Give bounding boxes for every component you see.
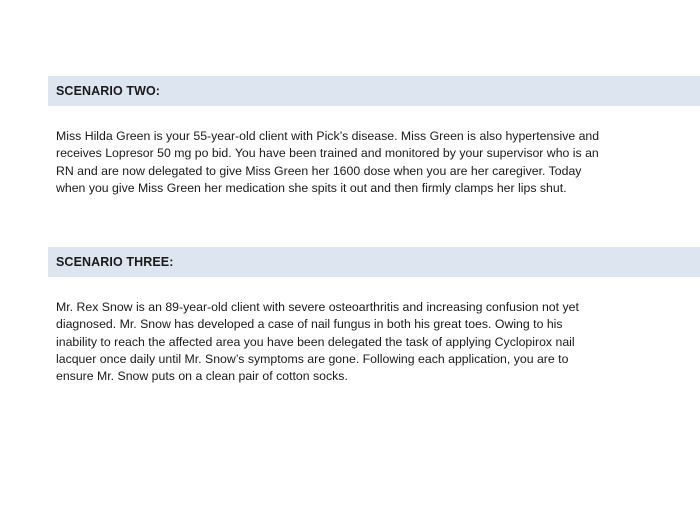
paragraph-line: Mr. Rex Snow is an 89-year-old client with severe osteoarthritis and increasing confusion not yet (56, 300, 579, 314)
scenario-two-heading (48, 76, 700, 106)
scenario-three-paragraph (56, 299, 692, 385)
paragraph-line: ensure Mr. Snow puts on a clean pair of cotton socks. (56, 369, 348, 384)
paragraph-line: diagnosed. Mr. Snow has developed a case of nail fungus in both his great toes. Owing to his (56, 317, 563, 332)
scenario-two-heading-text: SCENARIO TWO: (56, 84, 161, 98)
paragraph-line: inability to reach the affected area you have been delegated the task of applying Cyclopirox nail (56, 334, 575, 349)
paragraph-line: when you give Miss Green her medication she spits it out and then firmly clamps her lips shut. (56, 180, 567, 195)
paragraph-line: lacquer once daily until Mr. Snow’s symptoms are gone. Following each application, you are to (56, 351, 569, 366)
paragraph-line: receives Lopresor 50 mg po bid. You have been trained and monitored by your supervisor who is an (56, 146, 599, 161)
scenario-three-heading-text: SCENARIO THREE: (56, 255, 174, 269)
scenario-three-heading (48, 247, 700, 277)
paragraph-line: Miss Hilda Green is your 55-year-old client with Pick’s disease. Miss Green is also hypertensive and (56, 129, 600, 143)
scenario-two-paragraph (56, 128, 692, 197)
paragraph-line: RN and are now delegated to give Miss Green her 1600 dose when you are her caregiver. Today (56, 163, 582, 178)
